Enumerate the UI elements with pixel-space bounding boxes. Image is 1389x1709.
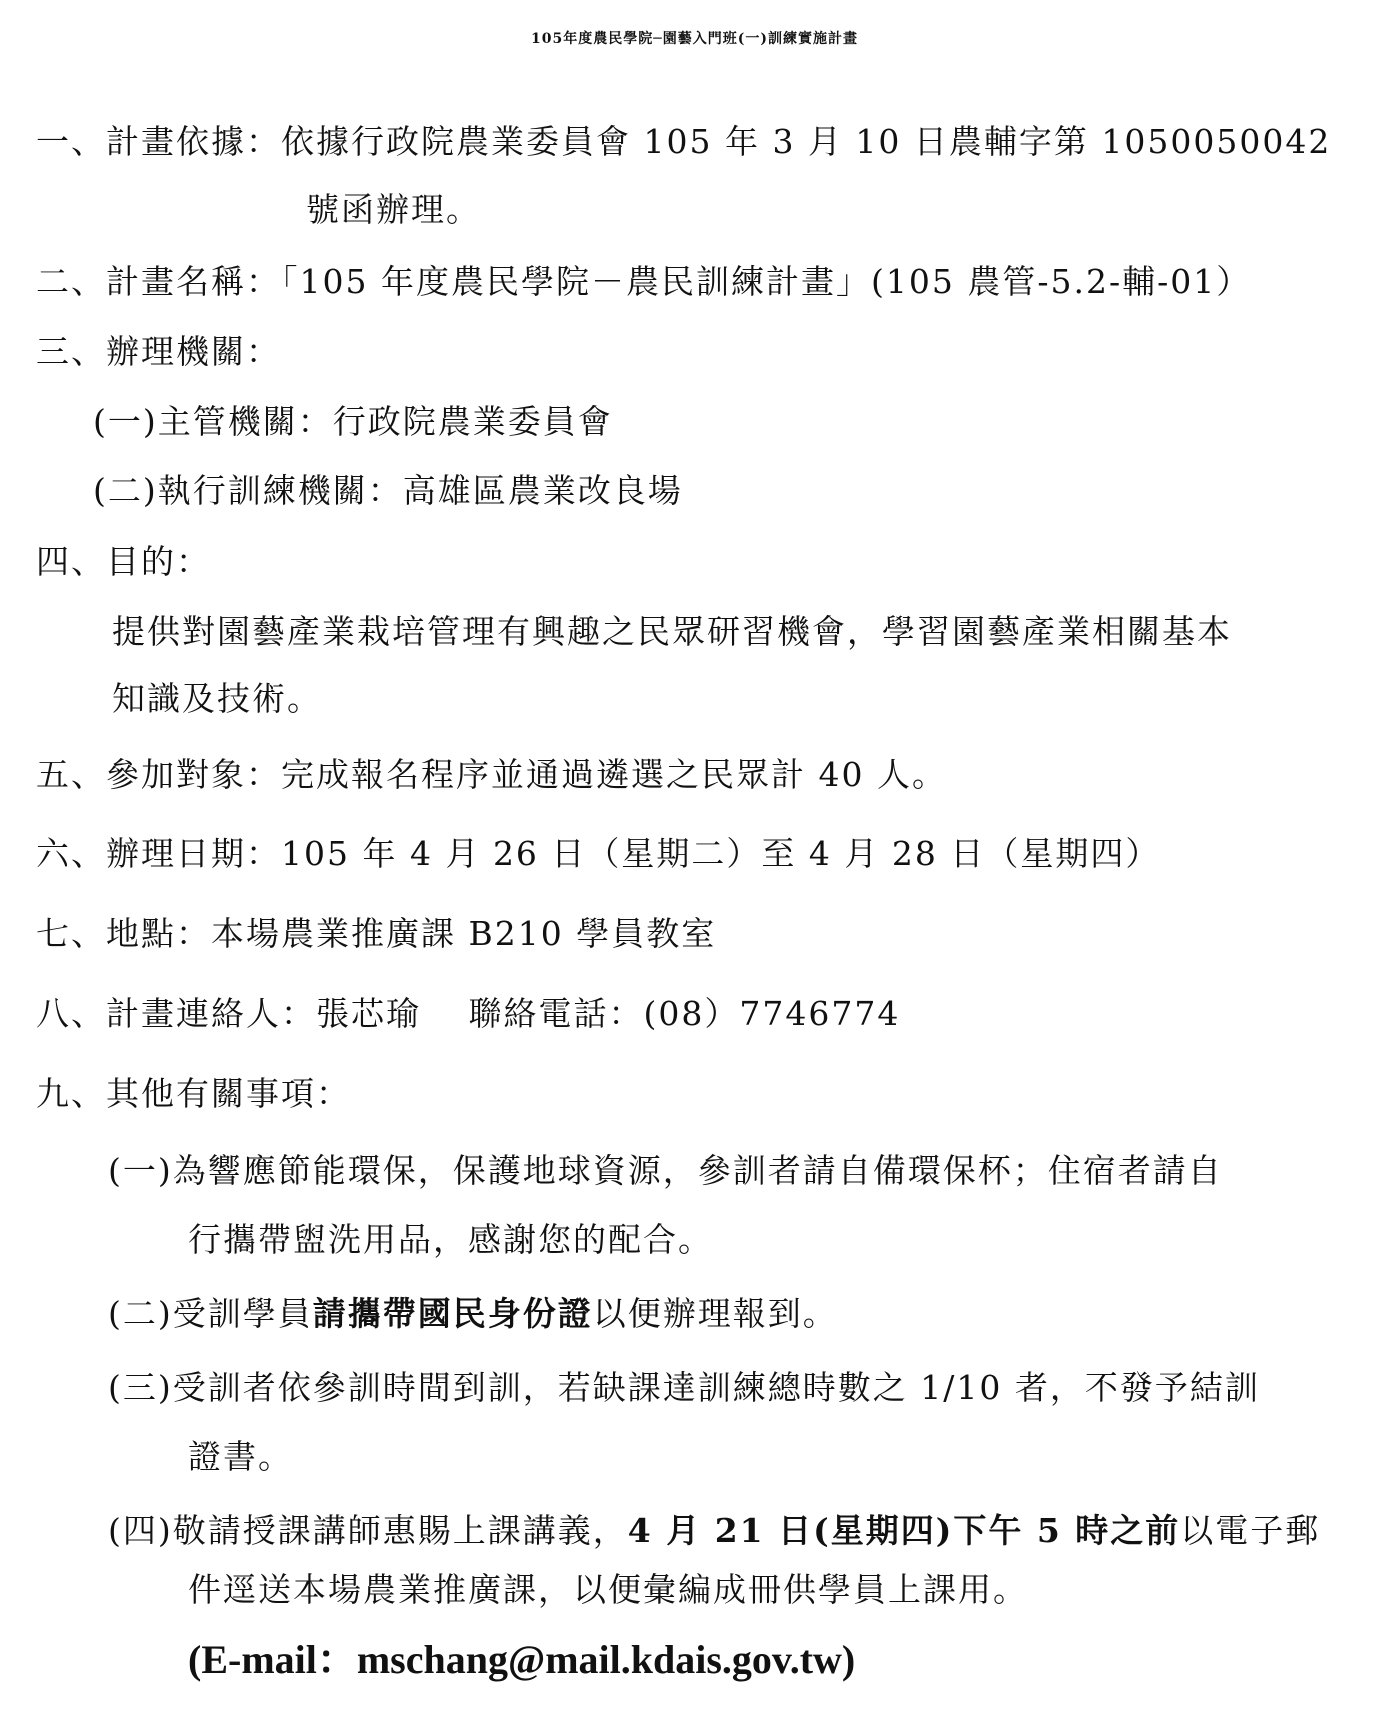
section-4-heading: 四、目的： [36, 542, 211, 581]
section-4-line-1: 提供對園藝產業栽培管理有興趣之民眾研習機會，學習園藝產業相關基本 [112, 612, 1232, 651]
section-5-line: 五、參加對象：完成報名程序並通過遴選之民眾計 40 人。 [36, 755, 947, 794]
section-4-line-2: 知識及技術。 [112, 679, 322, 718]
section-1-line-2: 號函辦理。 [306, 190, 481, 229]
section-9-item-4-line-2: 件逕送本場農業推廣課，以便彙編成冊供學員上課用。 [188, 1570, 1028, 1609]
section-3-item-2: (二)執行訓練機關：高雄區農業改良場 [93, 471, 683, 510]
item-4-prefix: (四)敬請授課講師惠賜上課講義， [108, 1511, 628, 1550]
section-9-item-3-line-1: (三)受訓者依參訓時間到訓，若缺課達訓練總時數之 1/10 者，不發予結訓 [108, 1368, 1260, 1407]
section-9-item-4-line-1 [108, 1511, 1320, 1551]
section-6-line: 六、辦理日期：105 年 4 月 26 日（星期二）至 4 月 28 日（星期四） [36, 834, 1161, 873]
document-title: 105年度農民學院─園藝入門班(一)訓練實施計畫 [531, 31, 858, 47]
item-2-emphasis: 請攜帶國民身份證 [312, 1294, 593, 1333]
contact-email: (E-mail：mschang@mail.kdais.gov.tw) [188, 1637, 856, 1682]
section-7-line: 七、地點：本場農業推廣課 B210 學員教室 [36, 914, 717, 953]
item-2-suffix: 以便辦理報到。 [592, 1294, 838, 1333]
section-9-heading: 九、其他有關事項： [36, 1074, 351, 1113]
section-9-item-1-line-1: (一)為響應節能環保，保護地球資源，參訓者請自備環保杯；住宿者請自 [108, 1151, 1223, 1190]
section-8-line: 八、計畫連絡人：張芯瑜 聯絡電話：(08）7746774 [36, 994, 901, 1033]
section-9-item-2 [108, 1294, 838, 1334]
item-2-prefix: (二)受訓學員 [108, 1294, 313, 1333]
section-1-line-1 [36, 122, 1331, 162]
section-2-line: 二、計畫名稱：「105 年度農民學院－農民訓練計畫」(105 農管-5.2-輔-01） [36, 262, 1252, 301]
section-1-heading: 一、計畫依據： [36, 122, 281, 161]
section-9-item-1-line-2: 行攜帶盥洗用品，感謝您的配合。 [188, 1220, 713, 1259]
item-4-suffix: 以電子郵 [1180, 1511, 1321, 1550]
section-3-item-1: (一)主管機關：行政院農業委員會 [93, 402, 613, 441]
item-4-deadline: 4 月 21 日(星期四)下午 5 時之前 [627, 1511, 1181, 1550]
section-1-text: 依據行政院農業委員會 105 年 3 月 10 日農輔字第 1050050042 [281, 122, 1332, 161]
section-9-item-3-line-2: 證書。 [188, 1437, 293, 1476]
section-3-heading: 三、辦理機關： [36, 332, 281, 371]
